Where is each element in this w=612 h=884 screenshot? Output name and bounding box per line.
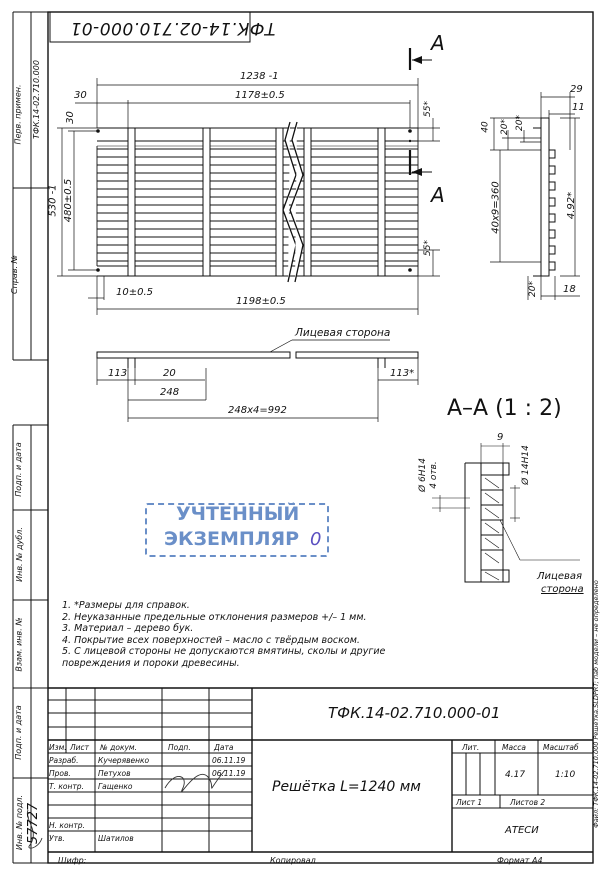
strip-inv-podl: Инв. № подл. <box>15 794 25 851</box>
holes-count-label: 4 отв. <box>428 461 439 489</box>
dim-992: 248х4=992 <box>228 405 287 416</box>
tkontr-name: Гащенко <box>98 782 133 791</box>
dim-40: 40 <box>480 121 491 133</box>
strip-inv-val: 57727 <box>26 802 42 845</box>
list-label: Лист 1 <box>456 798 483 807</box>
dim-20-a: 20* <box>499 119 510 135</box>
masshtab-label: Масштаб <box>543 743 579 752</box>
dim-30: 30 <box>74 90 87 101</box>
strip-vzam: Взам. инв. № <box>14 617 24 672</box>
section-mark-top: A <box>431 31 445 55</box>
dim-40x9: 40х9=360 <box>490 181 502 234</box>
dim-20-bar: 20 <box>163 368 176 379</box>
h-list: Лист <box>70 743 90 752</box>
dim-30-vert: 30 <box>64 111 76 124</box>
dim-1238: 1238 -1 <box>240 71 279 82</box>
sec-dim-9: 9 <box>497 432 504 443</box>
bar-view <box>97 352 418 368</box>
utv-name: Шатилов <box>98 834 134 843</box>
dim-1178: 1178±0.5 <box>235 90 285 101</box>
h-doc: № докум. <box>100 743 137 752</box>
note-1: 1. *Размеры для справок. <box>62 600 190 611</box>
strip-perv: Перв. примен. <box>13 84 23 145</box>
dim-11: 11 <box>572 102 585 113</box>
part-name: Решётка L=1240 мм <box>272 779 421 795</box>
designation: ТФК.14-02.710.000-01 <box>328 704 501 722</box>
footer-shifr: Шифр: <box>58 856 87 865</box>
notes <box>62 600 385 669</box>
dim-55-top: 55* <box>422 101 433 117</box>
dim-492: 4.92* <box>566 191 578 220</box>
razrab-name: Кучерявенко <box>98 756 150 765</box>
section-mark-bottom: A <box>431 183 445 207</box>
dim-530: 530 -1 <box>47 184 59 217</box>
note-5: 5. С лицевой стороны не допускаются вмятины, сколы и другие <box>62 646 386 657</box>
dim-1198: 1198±0.5 <box>236 296 286 307</box>
header-stamp: ТФК.14-02.710.000-01 <box>70 18 276 38</box>
section-title: А–А (1 : 2) <box>447 396 562 421</box>
massa-value: 4.17 <box>505 770 526 780</box>
masshtab-value: 1:10 <box>555 770 576 780</box>
razrab-date: 06.11.19 <box>212 756 246 765</box>
stamp-line-1: УЧТЕННЫЙ <box>176 503 300 525</box>
dim-113-left: 113 <box>108 368 128 379</box>
stamp-line-2: ЭКЗЕМПЛЯР <box>164 528 300 550</box>
note-2: 2. Неуказанные предельные отклонения размеров +/– 1 мм. <box>62 611 367 623</box>
dim-480: 480±0.5 <box>63 178 75 223</box>
listov-label: Листов 2 <box>510 798 546 807</box>
dim-20-b: 20* <box>514 115 525 131</box>
footer-format: Формат А4 <box>497 856 543 865</box>
strip-sprav: Справ. № <box>9 255 19 294</box>
dim-20-c: 20* <box>527 281 538 297</box>
sec-face-label-1: Лицевая <box>537 571 583 582</box>
stamp-mark: 0 <box>310 529 322 550</box>
tkontr-label: Т. контр. <box>49 782 84 791</box>
dim-248: 248 <box>160 387 180 398</box>
massa-label: Масса <box>502 743 526 752</box>
strip-podp-data-2: Подп. и дата <box>13 705 23 760</box>
strip-podp-data-1: Подп. и дата <box>13 442 23 497</box>
dim-113-right: 113* <box>390 368 415 379</box>
note-5-cont: повреждения и пороки древесины. <box>62 657 240 669</box>
hole-6-label: Ø 6Н14 <box>417 458 428 492</box>
razrab-label: Разраб. <box>49 756 79 765</box>
footer-kopiroval: Копировал <box>270 856 316 865</box>
dim-29: 29 <box>570 84 583 95</box>
side-file-note: Файл: ТФК.14-02.710.000 Решётка.SLDPRT; паб модели – не определено <box>592 580 600 828</box>
h-podp: Подп. <box>168 743 191 752</box>
note-3: 3. Материал – дерево бук. <box>62 623 194 634</box>
prov-date: 06.11.19 <box>212 769 246 778</box>
nkontr-label: Н. контр. <box>49 821 85 830</box>
face-side-label: Лицевая сторона <box>295 327 391 339</box>
org-label: АТЕСИ <box>505 825 539 836</box>
hole-14-label: Ø 14Н14 <box>520 445 531 485</box>
utv-label: Утв. <box>49 834 65 843</box>
dim-10: 10±0.5 <box>116 287 154 298</box>
note-4: 4. Покрытие всех поверхностей – масло с твёрдым воском. <box>62 634 360 646</box>
strip-perv-val: ТФК.14-02.710.000 <box>31 60 41 139</box>
h-izm: Изм. <box>49 743 67 752</box>
strip-inv-dubl: Инв. № дубл. <box>14 527 24 582</box>
dim-18: 18 <box>563 284 576 295</box>
grating-front-view <box>96 122 418 282</box>
sec-face-label-2: сторона <box>541 584 584 595</box>
h-data: Дата <box>214 743 234 752</box>
prov-label: Пров. <box>49 769 71 778</box>
dim-55-bottom: 55* <box>422 240 433 256</box>
section-a-a <box>465 463 509 582</box>
prov-name: Петухов <box>98 769 131 778</box>
lit-label: Лит. <box>462 743 480 752</box>
